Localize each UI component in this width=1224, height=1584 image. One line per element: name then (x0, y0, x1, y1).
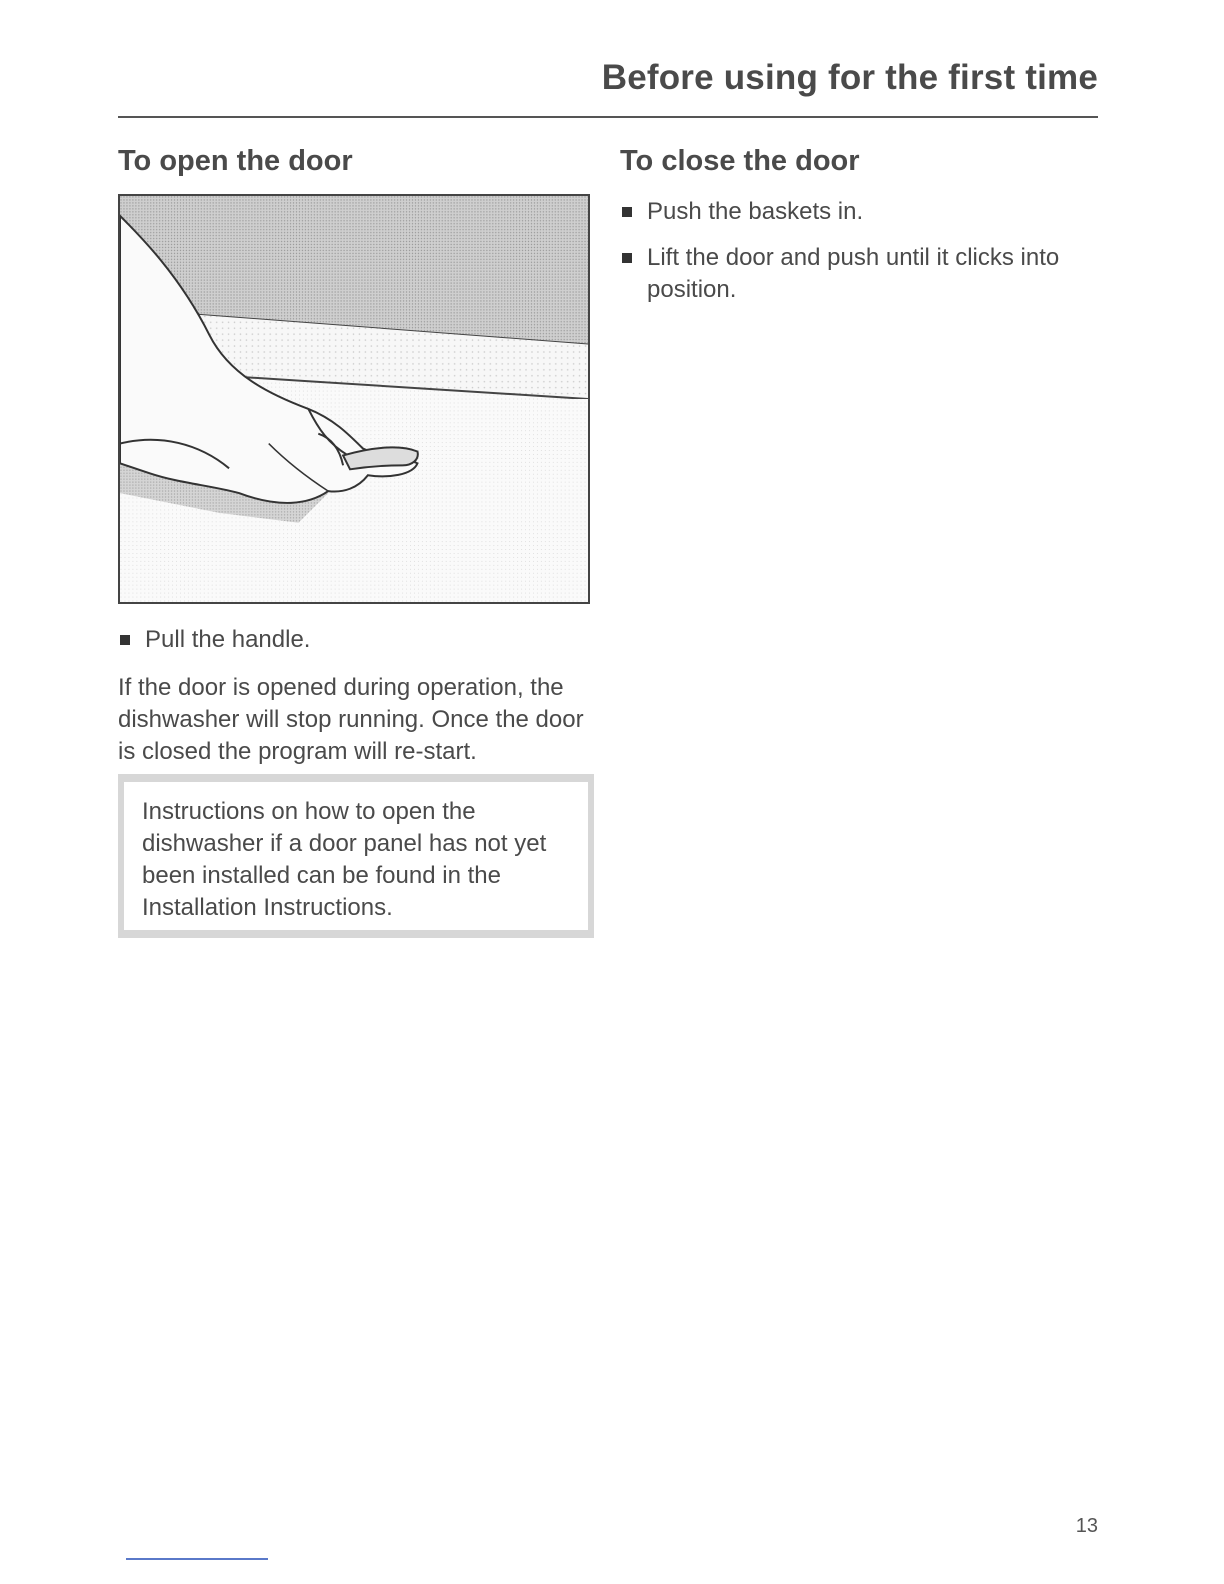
page-title: Before using for the first time (601, 58, 1098, 97)
bullet-square-icon (120, 635, 130, 645)
close-door-section (620, 140, 1098, 306)
bullet-square-icon (622, 207, 632, 217)
pull-handle-text: Pull the handle. (145, 626, 311, 653)
installation-note-text: Instructions on how to open the dishwasher if a door panel has not yet been installed can be found in the Installation Instructions. (142, 798, 547, 921)
pull-handle-step (118, 624, 594, 656)
door-open-during-operation-text: If the door is opened during operation, the dishwasher will stop running. Once the door is closed the program will re-start. (118, 674, 584, 765)
open-door-heading: To open the door (118, 145, 353, 177)
lift-door-step (620, 242, 1098, 306)
door-handle-illustration (118, 194, 590, 604)
page-number: 13 (1075, 1515, 1098, 1537)
push-baskets-text: Push the baskets in. (647, 198, 864, 225)
installation-note (118, 774, 594, 938)
bullet-square-icon (622, 253, 632, 263)
footer-rule (126, 1558, 268, 1560)
page-header (118, 52, 1098, 118)
lift-door-text: Lift the door and push until it clicks into position. (647, 244, 1060, 303)
open-door-section (118, 140, 594, 938)
push-baskets-step (620, 196, 1098, 228)
hand-pulling-handle-icon (120, 196, 588, 602)
close-door-heading: To close the door (620, 145, 860, 177)
